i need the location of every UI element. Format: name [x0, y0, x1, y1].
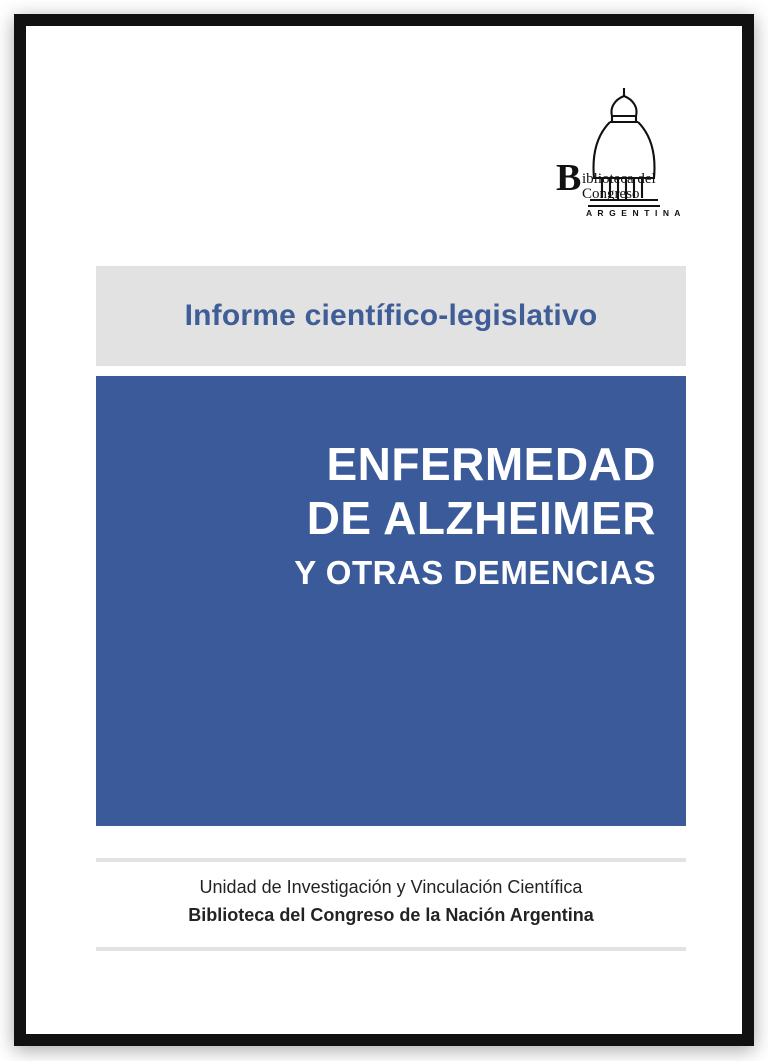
report-kind-band: [96, 266, 686, 366]
title-line-2: DE ALZHEIMER: [306, 491, 656, 544]
document-page: [26, 26, 742, 1034]
congress-dome-logo-icon: [550, 74, 690, 224]
logo-word-line2: Congreso: [582, 186, 640, 202]
title-panel: [96, 376, 686, 826]
report-kind-label: Informe científico-legislativo: [184, 299, 598, 332]
logo-country: A R G E N T I N A: [586, 208, 682, 218]
title-subtitle: Y OTRAS DEMENCIAS: [294, 553, 656, 591]
title-line-1: ENFERMEDAD: [326, 438, 656, 490]
document-page-border: [14, 14, 754, 1046]
divider-bottom: [96, 947, 686, 951]
logo-word-line1: iblioteca del: [582, 171, 656, 187]
credit-unit: Unidad de Investigación y Vinculación Científica: [199, 877, 583, 897]
credit-institution: Biblioteca del Congreso de la Nación Argentina: [188, 904, 594, 925]
institution-logo: [550, 74, 690, 224]
document-title: [294, 438, 656, 595]
credits-block: [96, 874, 686, 930]
logo-monogram: B: [556, 157, 582, 199]
divider-top: [96, 858, 686, 862]
